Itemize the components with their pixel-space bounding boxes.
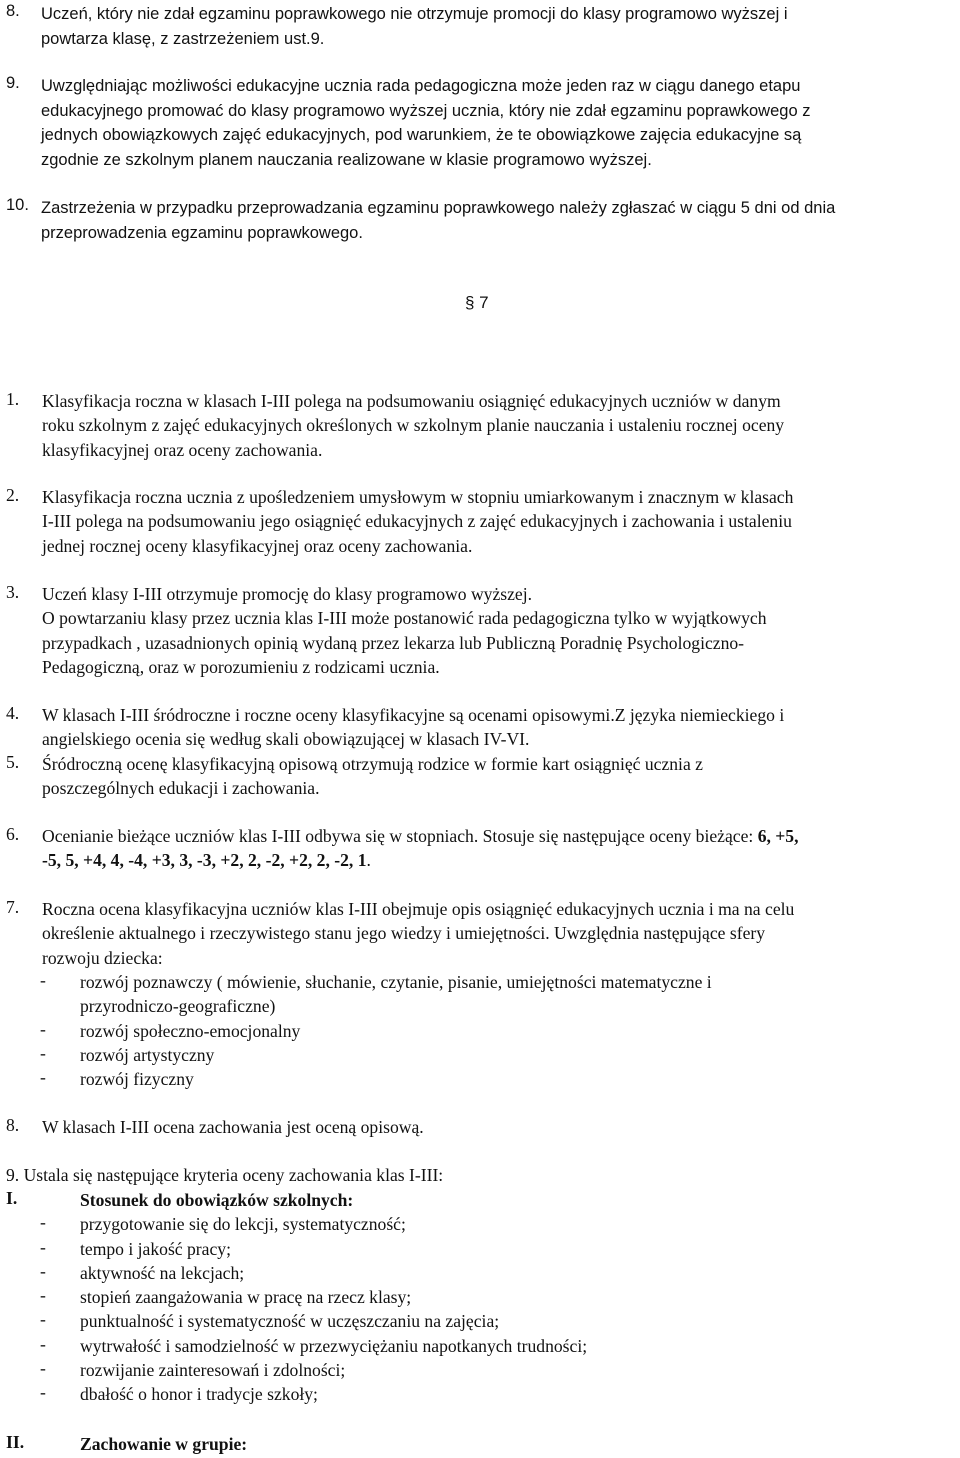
section-II — [0, 1432, 955, 1456]
item-text-line: klasyfikacyjnej oraz oceny zachowania. — [42, 439, 323, 460]
rule-item-5 — [0, 752, 955, 801]
rule-item-1 — [0, 389, 955, 462]
dash-marker: - — [40, 1358, 46, 1379]
list-item-text: stopień zaangażowania w pracę na rzecz klasy; — [80, 1287, 412, 1308]
item-text-line: Klasyfikacja roczna w klasach I-III polega na podsumowaniu osiągnięć edukacyjnych uczniów w danym — [42, 391, 781, 411]
item-number: 8. — [6, 2, 20, 20]
item-number: 1. — [6, 389, 20, 409]
item-text-line: W klasach I-III ocena zachowania jest oceną opisową. — [42, 1117, 424, 1137]
item-text-line: Uczeń, który nie zdał egzaminu poprawkowego nie otrzymuje promocji do klasy programowo wyższej i — [41, 5, 788, 23]
item-text-line: zgodnie ze szkolnym planem nauczania realizowane w klasie programowo wyższej. — [41, 150, 652, 169]
item-text-line: Uwzględniając możliwości edukacyjne ucznia rada pedagogiczna może jeden raz w ciągu danego etapu — [41, 77, 801, 95]
rule-item-10 — [0, 196, 955, 245]
section-heading-paragraph-7: § 7 — [465, 293, 489, 312]
item-text-line: Pedagogiczną, oraz w porozumieniu z rodzicami ucznia. — [42, 656, 440, 677]
item-number: 5. — [6, 752, 20, 772]
item-text-line: O powtarzaniu klasy przez ucznia klas I-III może postanowić rada pedagogiczna tylko w wyjątkowych — [42, 608, 767, 629]
rule-item-7 — [0, 897, 955, 970]
item-text-line: jednych obowiązkowych zajęć edukacyjnych, pod warunkiem, że te obowiązkowe zajęcia edukacyjne są — [41, 126, 802, 144]
grade-scale-part-2: -5, 5, +4, 4, -4, +3, 3, -3, +2, 2, -2, +2, 2, -2, 1 — [42, 850, 367, 871]
rule-item-6 — [0, 824, 955, 873]
list-item-text: przyrodniczo-geograficzne) — [80, 996, 276, 1017]
item-number: 6. — [6, 824, 20, 844]
rule-item-3 — [0, 582, 955, 679]
list-item — [0, 1237, 955, 1261]
dash-marker: - — [40, 1067, 46, 1088]
item-text-line: przeprowadzenia egzaminu poprawkowego. — [41, 223, 363, 242]
item-text-line: angielskiego ocenia się według skali obowiązującej w klasach IV-VI. — [42, 729, 530, 750]
dash-marker: - — [40, 1333, 46, 1354]
rule-item-9 — [0, 74, 955, 172]
item-text-line: jednej rocznej oceny klasyfikacyjnej oraz oceny zachowania. — [42, 535, 473, 556]
item-text-line: Zastrzeżenia w przypadku przeprowadzania egzaminu poprawkowego należy zgłaszać w ciągu 5 dni od dnia — [41, 199, 836, 217]
item-text-line: poszczególnych edukacji i zachowania. — [42, 778, 320, 799]
list-item — [0, 970, 955, 1019]
item-text-line: I-III polega na podsumowaniu jego osiągnięć edukacyjnych z zajęć edukacyjnych i zachowania i ustaleniu — [42, 511, 792, 532]
item-text-line — [42, 848, 955, 872]
list-item — [0, 1285, 955, 1309]
rule-item-9-criteria — [0, 1163, 960, 1187]
list-item-text: dbałość o honor i tradycje szkoły; — [80, 1384, 318, 1405]
item-text-line: Uczeń klasy I-III otrzymuje promocję do klasy programowo wyższej. — [42, 584, 533, 604]
item-number: 9. — [6, 74, 20, 92]
list-item-text: rozwój fizyczny — [80, 1069, 194, 1090]
dash-marker: - — [40, 1260, 46, 1281]
rule-item-8 — [0, 2, 955, 51]
item-text-line: Klasyfikacja roczna ucznia z upośledzeniem umysłowym w stopniu umiarkowanym i znacznym w klasach — [42, 487, 794, 507]
item-number: 8. — [6, 1115, 20, 1135]
rule-item-2 — [0, 485, 955, 558]
dash-marker: - — [40, 1236, 46, 1257]
list-item-text: przygotowanie się do lekcji, systematyczność; — [80, 1214, 406, 1235]
item-text-line: rozwoju dziecka: — [42, 947, 163, 968]
item-number: 10. — [6, 196, 29, 214]
dash-marker: - — [40, 1285, 46, 1306]
list-item-text: wytrwałość i samodzielność w przezwyciężaniu napotkanych trudności; — [80, 1335, 588, 1356]
item-number: 4. — [6, 703, 20, 723]
item-text-line: określenie aktualnego i rzeczywistego stanu jego wiedzy i umiejętności. Uwzględnia następujące sfery — [42, 923, 766, 944]
item-text-line: edukacyjnego promować do klasy programowo wyższej ucznia, który nie zdał egzaminu poprawkowego z — [41, 101, 811, 120]
list-item-text: rozwój społeczno-emocjonalny — [80, 1020, 301, 1041]
item-text-line: przypadkach , uzasadnionych opinią wydaną przez lekarza lub Publiczną Poradnię Psychologiczno- — [42, 632, 745, 653]
dash-marker: - — [40, 1382, 46, 1403]
dash-marker: - — [40, 1212, 46, 1233]
list-item-text: tempo i jakość pracy; — [80, 1238, 231, 1259]
section-title: Stosunek do obowiązków szkolnych: — [80, 1190, 354, 1210]
grading-text: Ocenianie bieżące uczniów klas I-III odbywa się w stopniach. Stosuje się następujące oceny bieżące: — [42, 826, 758, 846]
list-item — [0, 1358, 955, 1382]
section-number: II. — [6, 1432, 25, 1452]
item-text-line: W klasach I-III śródroczne i roczne oceny klasyfikacyjne są ocenami opisowymi.Z języka niemieckiego i — [42, 705, 785, 725]
section-I — [0, 1188, 955, 1407]
dash-marker: - — [40, 1018, 46, 1039]
item-text-line: roku szkolnym z zajęć edukacyjnych określonych w szkolnym planie nauczania i ustaleniu rocznej oceny — [42, 415, 785, 436]
section-title: Zachowanie w grupie: — [80, 1434, 248, 1454]
list-item — [0, 1334, 955, 1358]
list-item — [0, 1212, 955, 1236]
dash-marker: - — [40, 1042, 46, 1063]
item-text-line: Roczna ocena klasyfikacyjna uczniów klas I-III obejmuje opis osiągnięć edukacyjnych ucznia i ma na celu — [42, 899, 795, 919]
list-item-text: aktywność na lekcjach; — [80, 1262, 245, 1283]
dash-marker: - — [40, 1309, 46, 1330]
list-item-text: rozwój poznawczy ( mówienie, słuchanie, czytanie, pisanie, umiejętności matematyczne i — [80, 972, 712, 992]
list-item — [0, 1067, 955, 1091]
list-item — [0, 1382, 955, 1406]
item-number: 3. — [6, 582, 20, 602]
grade-scale-part-1: 6, +5, — [757, 826, 799, 846]
list-item — [0, 1043, 955, 1067]
list-item — [0, 1309, 955, 1333]
list-item — [0, 1261, 955, 1285]
item-text-line — [42, 824, 955, 848]
list-item-text: rozwijanie zainteresowań i zdolności; — [80, 1360, 346, 1381]
dash-marker: - — [40, 970, 46, 990]
rule-item-8-conduct — [0, 1115, 955, 1139]
grading-period: . — [366, 850, 371, 871]
list-item-text: punktualność i systematyczność w uczęszczaniu na zajęcia; — [80, 1311, 500, 1332]
item-text-line: powtarza klasę, z zastrzeżeniem ust.9. — [41, 29, 325, 48]
item-number: 7. — [6, 897, 20, 917]
development-spheres-list — [0, 970, 955, 1091]
item-number: 2. — [6, 485, 20, 505]
item-text-line: 9. Ustala się następujące kryteria oceny zachowania klas I-III: — [6, 1165, 444, 1185]
section-number: I. — [6, 1188, 18, 1208]
list-item-text: rozwój artystyczny — [80, 1044, 215, 1065]
item-text-line: Śródroczną ocenę klasyfikacyjną opisową otrzymują rodzice w formie kart osiągnięć ucznia z — [42, 754, 703, 774]
rule-item-4 — [0, 703, 955, 752]
list-item — [0, 1019, 955, 1043]
